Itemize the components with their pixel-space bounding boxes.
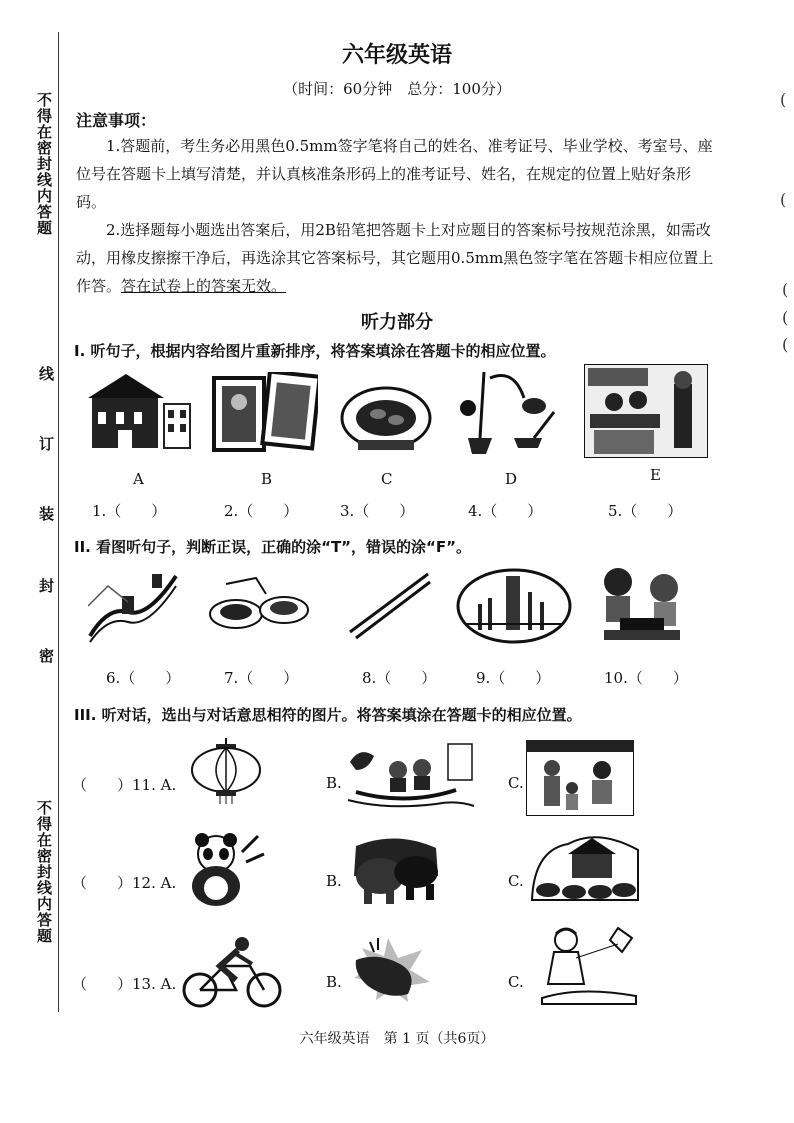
picture-family-room [526,740,634,816]
picture-girl-kite [540,924,640,1008]
q11-option-b[interactable]: B. [326,774,342,792]
picture-label-d: D [505,470,518,488]
notice-item-2-underlined: 答在试卷上的答案无效。 [121,277,287,295]
picture-old-building [88,368,194,454]
seal-char-feng: 封 [37,578,55,594]
page-title: 六年级英语 [341,42,452,68]
seal-char-zhuang: 装 [37,506,55,522]
answer-blank-7[interactable]: 7.（ ） [224,669,299,687]
picture-broken-object [348,934,432,1004]
binding-line [58,32,59,1012]
picture-label-e: E [650,466,661,484]
edge-mark: ( [782,308,789,327]
picture-two-photos [212,372,318,454]
q13-option-c[interactable]: C. [508,973,524,991]
picture-label-b: B [261,470,273,488]
seal-char-mi: 密 [37,648,55,664]
edge-mark: ( [782,280,789,299]
exam-time-score: （时间：60分钟 总分：100分） [283,80,511,98]
q12-option-b[interactable]: B. [326,872,342,890]
seal-warning-top: 不得在密封线内答题 [35,92,53,236]
answer-blank-5[interactable]: 5.（ ） [608,502,683,520]
seal-char-ding: 订 [37,436,55,452]
notice-heading: 注意事项： [76,111,157,130]
picture-lantern [188,738,264,806]
part1-heading: I. 听句子，根据内容给图片重新排序，将答案填涂在答题卡的相应位置。 [74,342,556,360]
q13-option-b[interactable]: B. [326,973,342,991]
q12-answer[interactable]: （ ）12. A. [72,874,177,892]
notice-item-1: 1.答题前，考生务必用黑色0.5mm签字笔将自己的姓名、准考证号、毕业学校、考室号、座位号在答题卡上填写清楚，并认真核准条形码上的准考证号、姓名，在规定的位置上贴好条形码。 [76,137,713,211]
section-title: 听力部分 [361,312,433,333]
picture-dumplings-dish [338,372,436,454]
edge-mark: ( [780,190,787,209]
answer-blank-8[interactable]: 8.（ ） [362,669,437,687]
picture-cyclist [180,936,284,1008]
picture-label-c: C [381,470,393,488]
answer-blank-3[interactable]: 3.（ ） [340,502,415,520]
seal-warning-bottom: 不得在密封线内答题 [35,800,53,944]
q13-answer[interactable]: （ ）13. A. [72,975,177,993]
picture-farm-scene [528,830,642,910]
picture-brooms-cleaning [454,368,562,458]
part3-heading: III. 听对话，选出与对话意思相符的图片。将答案填涂在答题卡的相应位置。 [74,706,582,724]
seal-char-xian: 线 [37,366,55,382]
edge-mark: ( [780,90,787,109]
q11-answer[interactable]: （ ）11. A. [72,776,177,794]
picture-great-wall [88,566,180,644]
notice-item-2-text: 2.选择题每小题选出答案后，用2B铅笔把答题卡上对应题目的答案标号按规范涂黑，如需改动，用橡皮擦擦干净后，再选涂其它答案标号，其它题用0.5mm黑色签字笔在答题卡相应位置上作答。 [76,221,714,295]
part2-heading: II. 看图听句子，判断正误，正确的涂“T”，错误的涂“F”。 [74,538,471,556]
answer-blank-2[interactable]: 2.（ ） [224,502,299,520]
answer-blank-6[interactable]: 6.（ ） [106,669,181,687]
answer-blank-9[interactable]: 9.（ ） [476,669,551,687]
page-footer: 六年级英语 第 1 页（共6页） [299,1031,495,1047]
picture-dragon-boat [346,740,476,810]
picture-classroom-study [584,364,708,458]
picture-kids-chess [596,562,688,644]
picture-label-a: A [133,470,144,488]
picture-panda [180,832,266,908]
notice-item-2 [76,216,716,300]
answer-blank-4[interactable]: 4.（ ） [468,502,543,520]
picture-food-plates [206,574,310,636]
picture-chopsticks [344,570,432,642]
picture-city-oval [456,568,572,644]
answer-blank-10[interactable]: 10.（ ） [604,669,688,687]
edge-mark: ( [782,335,789,354]
q12-option-c[interactable]: C. [508,872,524,890]
answer-blank-1[interactable]: 1.（ ） [92,502,167,520]
picture-elephants [346,836,446,908]
q11-option-c[interactable]: C. [508,774,524,792]
